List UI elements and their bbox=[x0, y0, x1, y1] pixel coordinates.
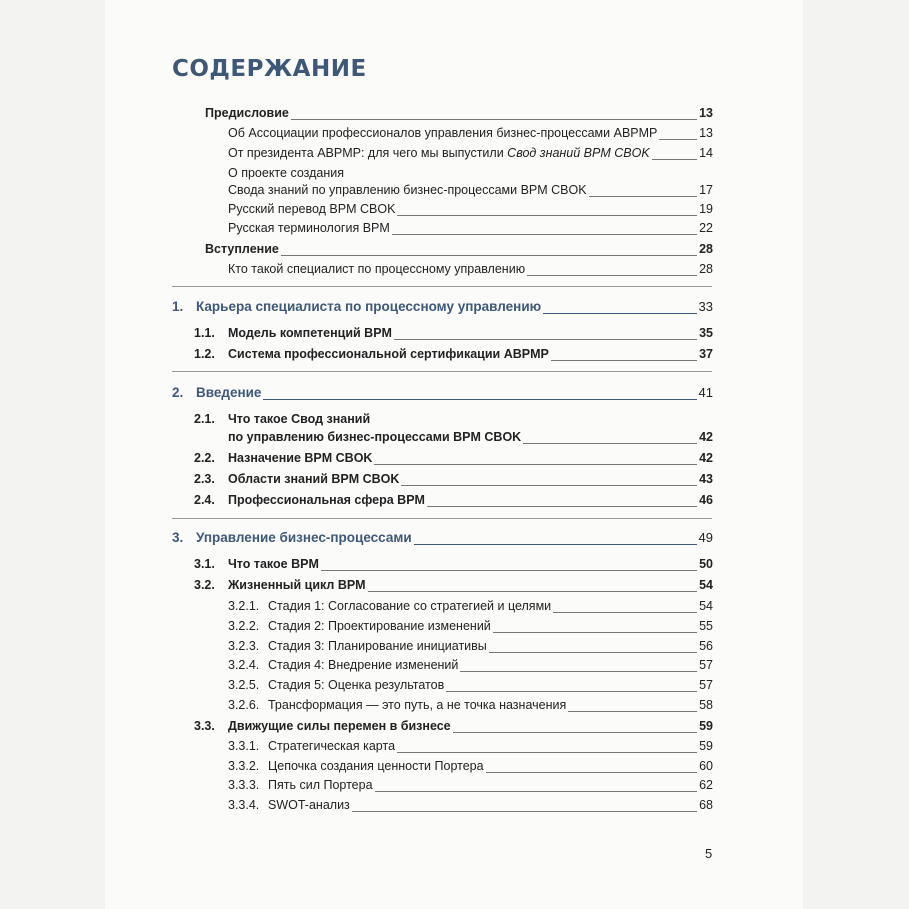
toc-chapter-2[interactable]: 2. Введение 41 bbox=[172, 385, 713, 400]
toc-section-1-1[interactable]: 1.1. Модель компетенций BPM 35 bbox=[194, 326, 713, 340]
toc-chapter-3[interactable]: 3. Управление бизнес-процессами 49 bbox=[172, 530, 713, 545]
toc-entry-preface[interactable]: Предисловие 13 bbox=[205, 106, 713, 120]
toc-subsection-3-3-1[interactable]: 3.3.1. Стратегическая карта 59 bbox=[228, 739, 713, 753]
toc-entry-terminology[interactable]: Русская терминология BPM 22 bbox=[228, 221, 713, 235]
divider bbox=[172, 518, 712, 519]
toc-section-2-4[interactable]: 2.4. Профессиональная сфера BPM 46 bbox=[194, 493, 713, 507]
toc-entry-project[interactable]: Свода знаний по управлению бизнес-процессами BPM CBOK 17 bbox=[228, 183, 713, 197]
toc-section-2-2[interactable]: 2.2. Назначение BPM CBOK 42 bbox=[194, 451, 713, 465]
toc-subsection-3-2-4[interactable]: 3.2.4. Стадия 4: Внедрение изменений 57 bbox=[228, 658, 713, 672]
toc-entry-president[interactable]: От президента ABPMP: для чего мы выпустили Свод знаний BPM CBOK 14 bbox=[228, 146, 713, 160]
toc-entry-project-line1: О проекте создания bbox=[228, 166, 344, 180]
page-title: СОДЕРЖАНИЕ bbox=[172, 56, 367, 82]
toc-entry-intro[interactable]: Вступление 28 bbox=[205, 242, 713, 256]
toc-entry-translation[interactable]: Русский перевод BPM CBOK 19 bbox=[228, 202, 713, 216]
page-number: 5 bbox=[705, 846, 713, 861]
toc-section-2-3[interactable]: 2.3. Области знаний BPM CBOK 43 bbox=[194, 472, 713, 486]
toc-subsection-3-2-6[interactable]: 3.2.6. Трансформация — это путь, а не точка назначения 58 bbox=[228, 698, 713, 712]
toc-subsection-3-2-1[interactable]: 3.2.1. Стадия 1: Согласование со стратегией и целями 54 bbox=[228, 599, 713, 613]
divider bbox=[172, 286, 712, 287]
toc-subsection-3-2-5[interactable]: 3.2.5. Стадия 5: Оценка результатов 57 bbox=[228, 678, 713, 692]
toc-section-3-2[interactable]: 3.2. Жизненный цикл BPM 54 bbox=[194, 578, 713, 592]
toc-entry-specialist[interactable]: Кто такой специалист по процессному управлению 28 bbox=[228, 262, 713, 276]
toc-section-3-1[interactable]: 3.1. Что такое BPM 50 bbox=[194, 557, 713, 571]
toc-section-2-1-line1: 2.1. Что такое Свод знаний bbox=[194, 412, 371, 426]
toc-section-3-3[interactable]: 3.3. Движущие силы перемен в бизнесе 59 bbox=[194, 719, 713, 733]
divider bbox=[172, 371, 712, 372]
toc-chapter-1[interactable]: 1. Карьера специалиста по процессному управлению 33 bbox=[172, 299, 713, 314]
toc-entry-association[interactable]: Об Ассоциации профессионалов управления бизнес-процессами ABPMP 13 bbox=[228, 126, 713, 140]
toc-subsection-3-2-3[interactable]: 3.2.3. Стадия 3: Планирование инициативы 56 bbox=[228, 639, 713, 653]
toc-section-1-2[interactable]: 1.2. Система профессиональной сертификации ABPMP 37 bbox=[194, 347, 713, 361]
toc-subsection-3-2-2[interactable]: 3.2.2. Стадия 2: Проектирование изменений 55 bbox=[228, 619, 713, 633]
toc-subsection-3-3-3[interactable]: 3.3.3. Пять сил Портера 62 bbox=[228, 778, 713, 792]
toc-subsection-3-3-4[interactable]: 3.3.4. SWOT-анализ 68 bbox=[228, 798, 713, 812]
toc-subsection-3-3-2[interactable]: 3.3.2. Цепочка создания ценности Портера 60 bbox=[228, 759, 713, 773]
toc-section-2-1[interactable]: по управлению бизнес-процессами BPM CBOK 42 bbox=[228, 430, 713, 444]
